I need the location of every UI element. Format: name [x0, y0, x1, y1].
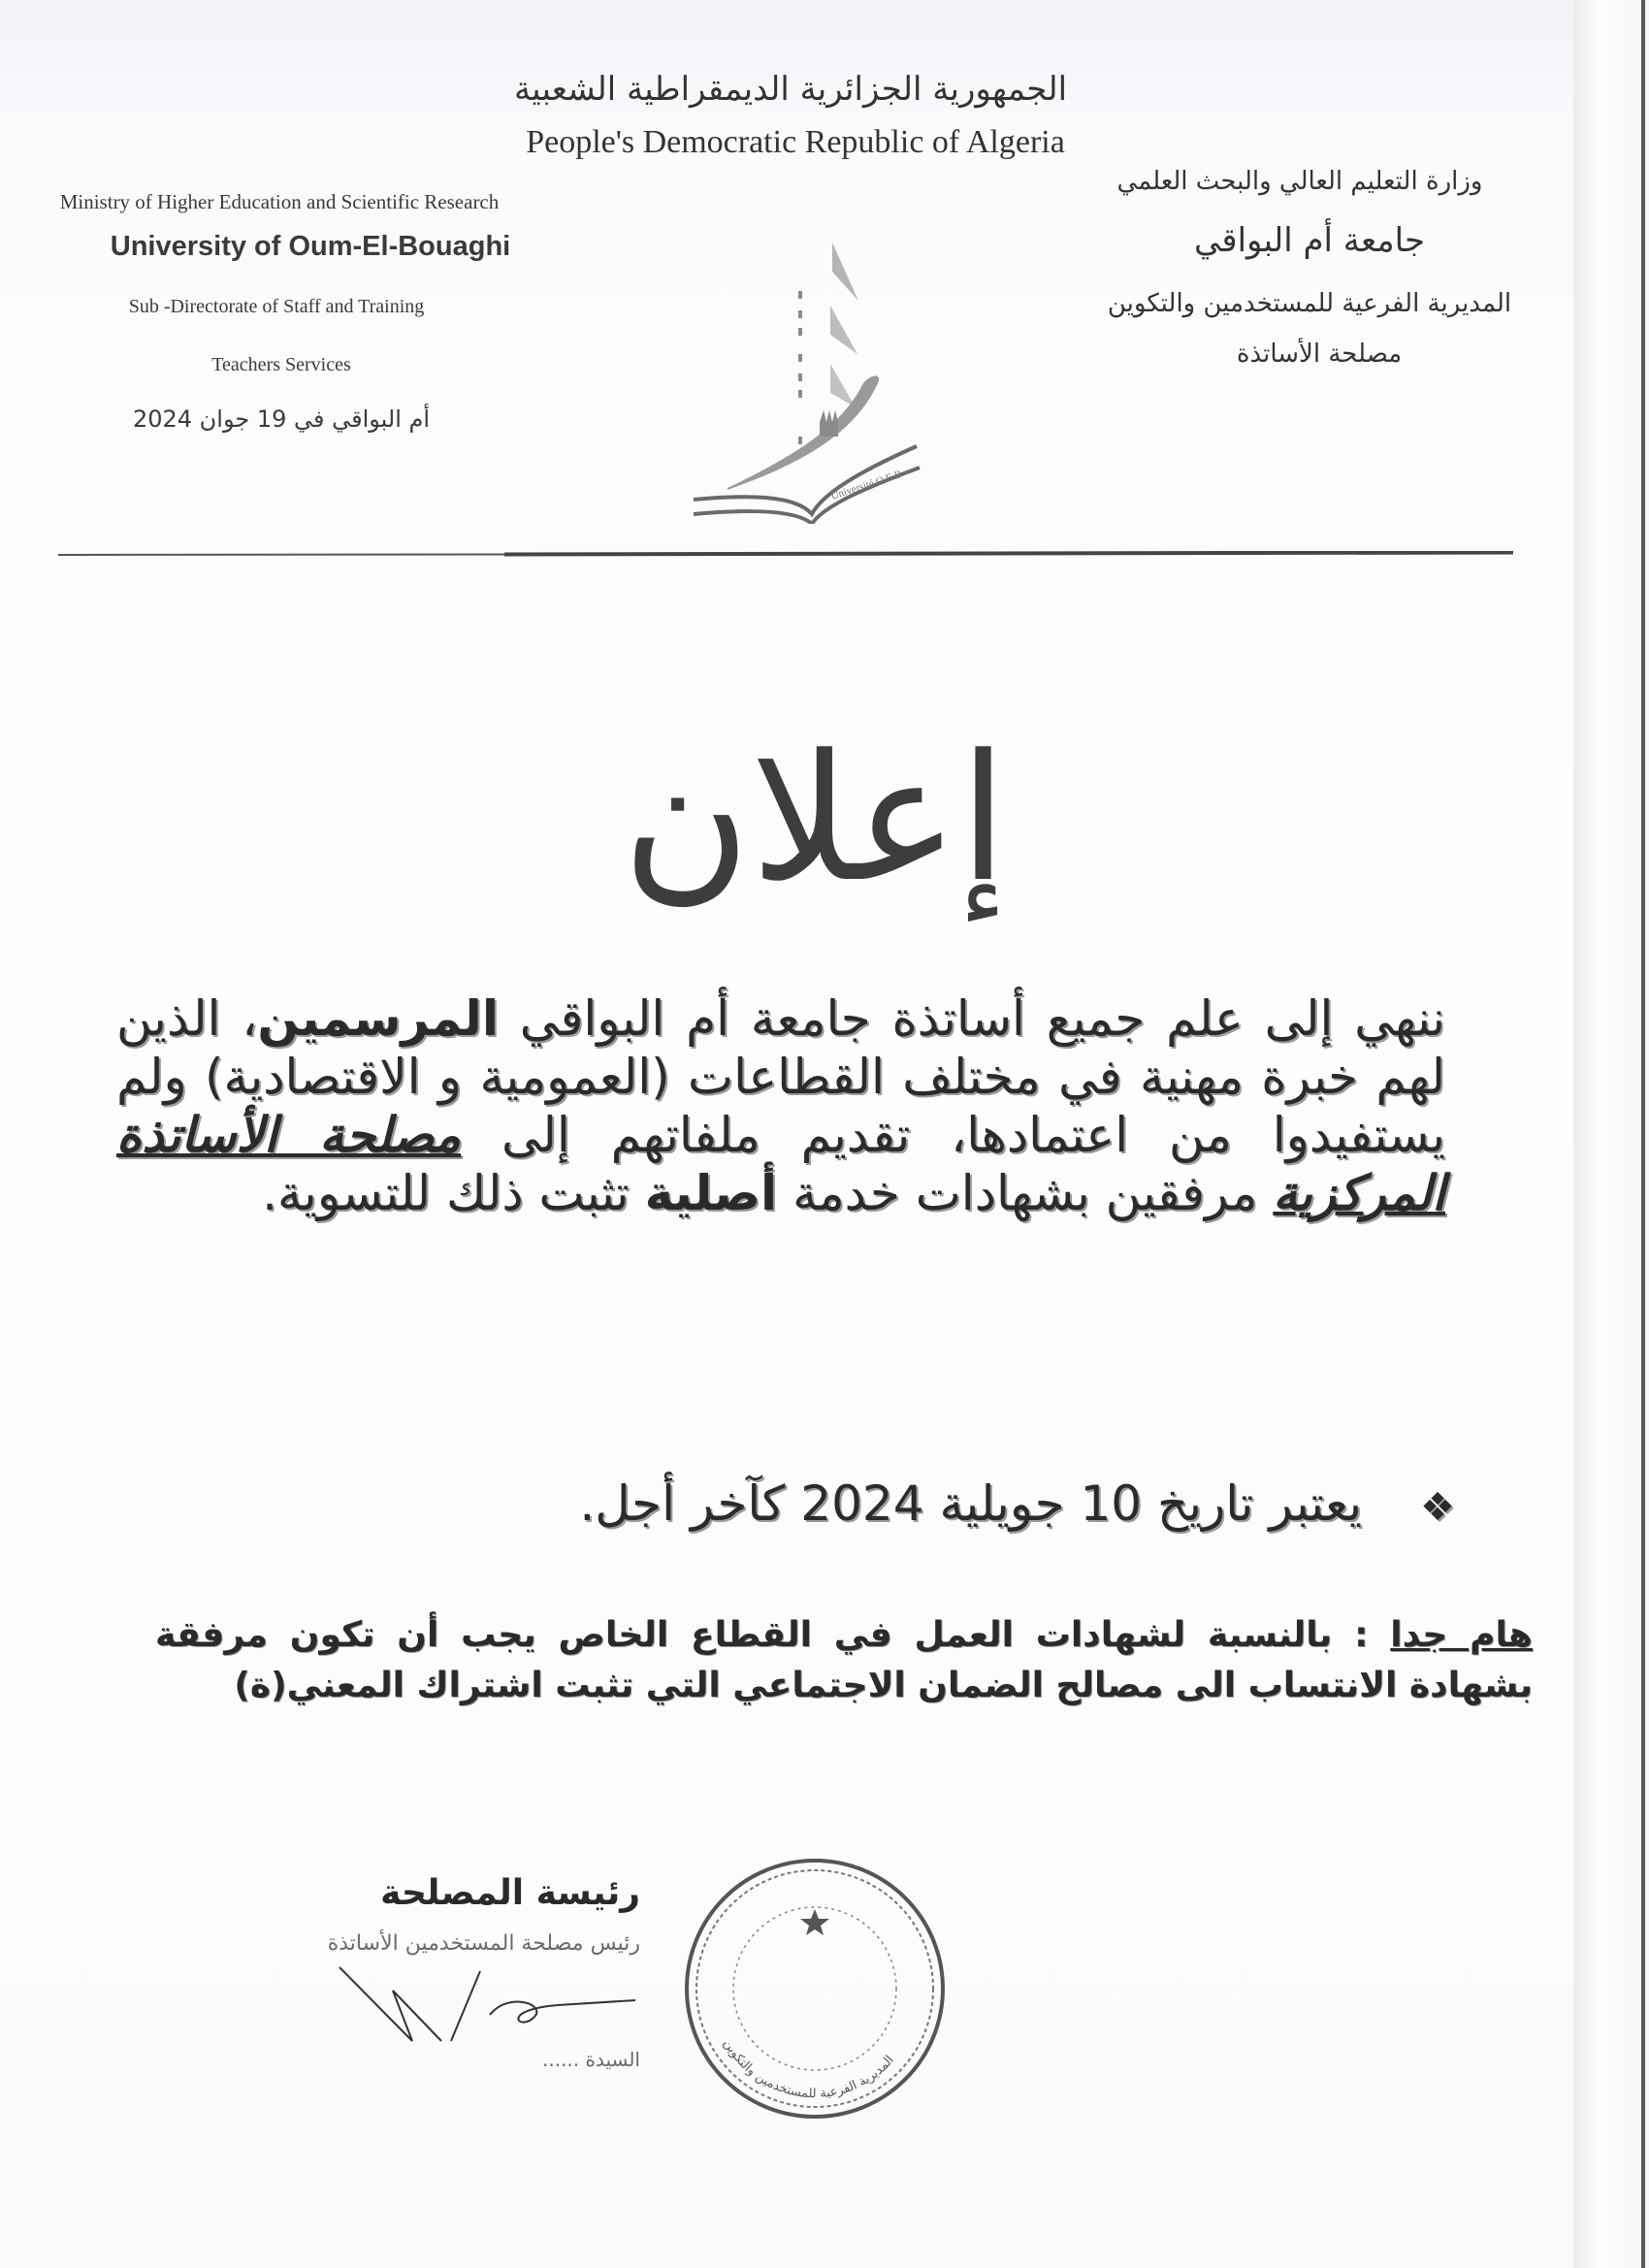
arabic-ministry: وزارة التعليم العالي والبحث العلمي [1116, 167, 1483, 196]
page-fold-edge [1573, 0, 1641, 2268]
signatory-stamp-line-2: السيدة ...... [541, 2048, 640, 2071]
english-ministry: Ministry of Higher Education and Scientific Research [59, 190, 500, 213]
body-text-3: مرفقين بشهادات خدمة [777, 1165, 1274, 1221]
logo-sail-top [832, 243, 858, 301]
english-university-name: University of Oum-El-Bouaghi [110, 231, 511, 262]
body-underlined-central-service: مصلحة الأساتذة المركزية [116, 1107, 1445, 1221]
header-divider [58, 551, 1513, 557]
body-text-4: تثبت ذلك للتسوية. [262, 1165, 645, 1221]
body-bold-tenured: المرسمين [257, 990, 499, 1047]
arabic-republic-title: الجمهورية الجزائرية الديمقراطية الشعبية [513, 70, 1068, 109]
arabic-university-name: جامعة أم البواقي [1194, 221, 1425, 260]
diamond-bullet-icon: ❖ [1420, 1485, 1455, 1530]
handwritten-signature [320, 1961, 640, 2045]
important-label: هام جدا [1390, 1615, 1533, 1655]
english-republic-title: People's Democratic Republic of Algeria [526, 124, 1065, 160]
english-service: Teachers Services [211, 354, 351, 375]
body-bold-original: أصلية [644, 1165, 778, 1221]
logo-swoosh [728, 376, 879, 491]
signatory-stamp-line-1: رئيس مصلحة المستخدمين الأساتذة [327, 1931, 640, 1956]
arabic-service: مصلحة الأساتذة [1236, 340, 1403, 369]
logo-sail-bottom [830, 364, 856, 407]
deadline-line [291, 1474, 1455, 1537]
stamp-ring-text: المديرية الفرعية للمستخدمين والتكوين [720, 2036, 897, 2102]
arabic-subdirectorate: المديرية الفرعية للمستخدمين والتكوين [1107, 289, 1512, 318]
logo-text: Université O E B [829, 468, 904, 502]
university-logo [660, 213, 922, 524]
deadline-text: يعتبر تاريخ 10 جويلية 2024 كآخر أجل. [579, 1475, 1363, 1532]
body-text-2: ، الذين لهم خبرة مهنية في مختلف القطاعات (العمومية و الاقتصادية) ولم يستفيدوا من اعتمادها، تقديم ملفاتهم إلى [116, 990, 1446, 1163]
logo-sail-middle [830, 306, 857, 354]
logo-minaret [820, 410, 838, 437]
stamp-star-icon [800, 1909, 829, 1935]
official-stamp [679, 1853, 951, 2124]
announcement-title: إعلان [622, 718, 1008, 921]
document-date: أم البواقي في 19 جوان 2024 [132, 405, 431, 433]
logo-mast-dots [798, 291, 802, 444]
page-edge-line [1641, 0, 1645, 2268]
important-note [155, 1610, 1533, 1711]
announcement-body [116, 989, 1445, 1222]
english-subdirectorate: Sub -Directorate of Staff and Training [128, 296, 425, 317]
body-text-1: ننهي إلى علم جميع أساتذة جامعة أم البواقي [498, 990, 1445, 1047]
important-text: : بالنسبة لشهادات العمل في القطاع الخاص يجب أن تكون مرفقة بشهادة الانتساب الى مصالح الضمان الاجتماعي التي تثبت اشتراك المعني(ة) [155, 1615, 1533, 1705]
signature-title: رئيسة المصلحة [380, 1873, 640, 1913]
